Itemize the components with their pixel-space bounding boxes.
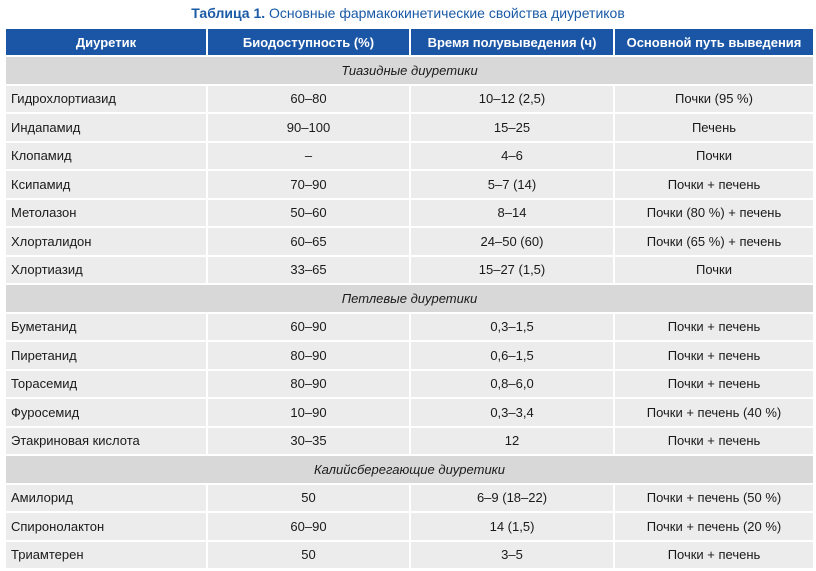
half-life-cell: 8–14 [411,200,613,227]
bioavailability-cell: 30–35 [208,428,409,455]
drug-name-cell: Клопамид [6,143,206,170]
drug-name-cell: Хлортиазид [6,257,206,284]
table-row [6,314,813,341]
column-header: Основной путь выведения [615,29,813,55]
section-title: Калийсберегающие диуретики [6,456,813,483]
bioavailability-cell: 50 [208,542,409,569]
table-row [6,485,813,512]
half-life-cell: 6–9 (18–22) [411,485,613,512]
excretion-route-cell: Почки + печень [615,342,813,369]
excretion-route-cell: Почки + печень [615,371,813,398]
table-row [6,399,813,426]
half-life-cell: 0,8–6,0 [411,371,613,398]
caption-text: Основные фармакокинетические свойства диуретиков [269,5,625,21]
caption-label: Таблица 1. [191,5,266,21]
half-life-cell: 4–6 [411,143,613,170]
table-row [6,513,813,540]
excretion-route-cell: Почки [615,143,813,170]
half-life-cell: 14 (1,5) [411,513,613,540]
column-header: Биодоступность (%) [208,29,409,55]
drug-name-cell: Метолазон [6,200,206,227]
drug-name-cell: Амилорид [6,485,206,512]
section-row [6,285,813,312]
drug-name-cell: Индапамид [6,114,206,141]
table-row [6,428,813,455]
bioavailability-cell: – [208,143,409,170]
drug-name-cell: Хлорталидон [6,228,206,255]
half-life-cell: 24–50 (60) [411,228,613,255]
half-life-cell: 3–5 [411,542,613,569]
excretion-route-cell: Почки + печень (20 %) [615,513,813,540]
excretion-route-cell: Почки + печень [615,171,813,198]
bioavailability-cell: 10–90 [208,399,409,426]
bioavailability-cell: 90–100 [208,114,409,141]
half-life-cell: 0,3–3,4 [411,399,613,426]
drug-name-cell: Пиретанид [6,342,206,369]
bioavailability-cell: 50 [208,485,409,512]
excretion-route-cell: Почки (65 %) + печень [615,228,813,255]
excretion-route-cell: Почки (80 %) + печень [615,200,813,227]
table-row [6,257,813,284]
diuretics-table [4,27,815,570]
bioavailability-cell: 80–90 [208,371,409,398]
half-life-cell: 15–25 [411,114,613,141]
bioavailability-cell: 80–90 [208,342,409,369]
half-life-cell: 10–12 (2,5) [411,86,613,113]
half-life-cell: 5–7 (14) [411,171,613,198]
excretion-route-cell: Почки + печень (50 %) [615,485,813,512]
section-row [6,456,813,483]
drug-name-cell: Буметанид [6,314,206,341]
excretion-route-cell: Почки (95 %) [615,86,813,113]
drug-name-cell: Торасемид [6,371,206,398]
bioavailability-cell: 60–90 [208,314,409,341]
table-caption [0,0,816,26]
excretion-route-cell: Почки + печень [615,542,813,569]
bioavailability-cell: 60–80 [208,86,409,113]
table-row [6,371,813,398]
drug-name-cell: Ксипамид [6,171,206,198]
excretion-route-cell: Почки [615,257,813,284]
table-row [6,143,813,170]
drug-name-cell: Триамтерен [6,542,206,569]
half-life-cell: 15–27 (1,5) [411,257,613,284]
bioavailability-cell: 70–90 [208,171,409,198]
drug-name-cell: Гидрохлортиазид [6,86,206,113]
table-row [6,114,813,141]
half-life-cell: 0,6–1,5 [411,342,613,369]
half-life-cell: 12 [411,428,613,455]
section-row [6,57,813,84]
table-row [6,228,813,255]
table-row [6,86,813,113]
bioavailability-cell: 60–65 [208,228,409,255]
excretion-route-cell: Печень [615,114,813,141]
bioavailability-cell: 50–60 [208,200,409,227]
bioavailability-cell: 33–65 [208,257,409,284]
table-row [6,542,813,569]
excretion-route-cell: Почки + печень [615,428,813,455]
drug-name-cell: Спиронолактон [6,513,206,540]
section-title: Петлевые диуретики [6,285,813,312]
table-row [6,342,813,369]
excretion-route-cell: Почки + печень (40 %) [615,399,813,426]
table-body [6,57,813,568]
column-header: Диуретик [6,29,206,55]
section-title: Тиазидные диуретики [6,57,813,84]
table-row [6,200,813,227]
drug-name-cell: Этакриновая кислота [6,428,206,455]
header-row [6,29,813,55]
excretion-route-cell: Почки + печень [615,314,813,341]
table-row [6,171,813,198]
drug-name-cell: Фуросемид [6,399,206,426]
half-life-cell: 0,3–1,5 [411,314,613,341]
bioavailability-cell: 60–90 [208,513,409,540]
column-header: Время полувыведения (ч) [411,29,613,55]
